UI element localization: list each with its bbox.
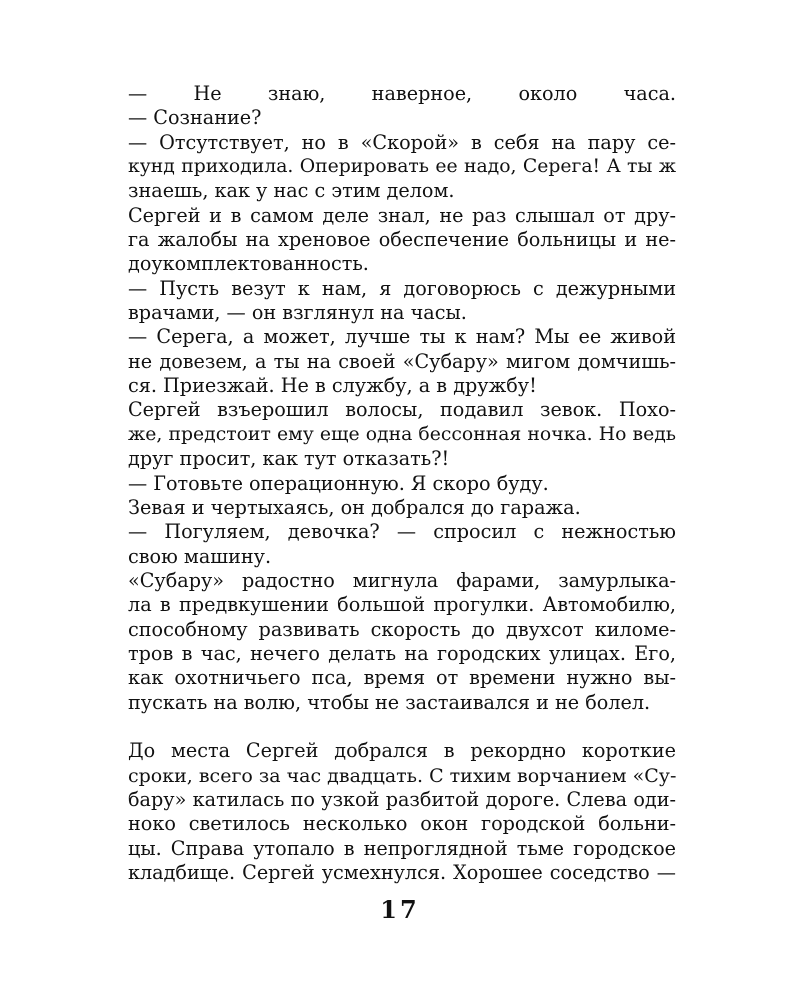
text-line: не довезем, а ты на своей «Субару» мигом домчишь-	[128, 349, 676, 373]
text-line: доукомплектованность.	[128, 252, 369, 276]
text-line: Сергей и в самом деле знал, не раз слышал от дру-	[128, 203, 676, 227]
text-line: друг просит, как тут отказать?!	[128, 447, 450, 471]
text-line: Зевая и чертыхаясь, он добрался до гаража.	[128, 495, 581, 519]
blank-line	[128, 715, 676, 739]
text-line: свою машину.	[128, 544, 272, 568]
text-line: — Погуляем, девочка? — спросил с нежностью	[128, 520, 676, 544]
text-line: тров в час, нечего делать на городских улицах. Его,	[128, 641, 676, 665]
text-line: цы. Справа утопало в непроглядной тьме городское	[128, 836, 676, 860]
body-text	[128, 82, 676, 885]
text-line: га жалобы на хреновое обеспечение больницы и не-	[128, 228, 676, 252]
text-line: До места Сергей добрался в рекордно короткие	[128, 739, 676, 763]
text-line: кладбище. Сергей усмехнулся. Хорошее соседство —	[128, 861, 676, 884]
text-line: сроки, всего за час двадцать. С тихим ворчанием «Су-	[128, 764, 677, 787]
page-number: 17	[380, 895, 420, 924]
text-line: — Пусть везут к нам, я договорюсь с дежурными	[128, 276, 676, 300]
text-line: ла в предвкушении большой прогулки. Автомобилю,	[128, 593, 676, 617]
text-line: «Субару» радостно мигнула фарами, замурлыка-	[128, 568, 676, 592]
text-line: — Готовьте операционную. Я скоро буду.	[128, 471, 549, 495]
text-line: пускать на волю, чтобы не застаивался и не болел.	[128, 690, 651, 714]
text-line: — Отсутствует, но в «Скорой» в себя на пару се-	[128, 130, 676, 154]
text-line: кунд приходила. Оперировать ее надо, Серега! А ты ж	[128, 156, 676, 178]
text-line: ся. Приезжай. Не в службу, а в дружбу!	[128, 374, 537, 398]
text-line: бару» катилась по узкой разбитой дороге. Слева оди-	[128, 787, 676, 811]
text-line: — Сознание?	[128, 106, 262, 130]
text-line: — Не знаю, наверное, около часа.	[128, 82, 676, 105]
text-line: как охотничьего пса, время от времени нужно вы-	[128, 666, 676, 690]
text-line: врачами, — он взглянул на часы.	[128, 301, 467, 325]
text-line: ноко светилось несколько окон городской больни-	[128, 812, 676, 836]
text-line: знаешь, как у нас с этим делом.	[128, 179, 455, 203]
text-line: же, предстоит ему еще одна бессонная ночка. Но ведь	[128, 423, 676, 445]
text-line: — Серега, а может, лучше ты к нам? Мы ее живой	[128, 325, 676, 349]
text-line: Сергей взъерошил волосы, подавил зевок. Похо-	[128, 398, 676, 422]
text-line: способному развивать скорость до двухсот киломе-	[128, 617, 676, 641]
